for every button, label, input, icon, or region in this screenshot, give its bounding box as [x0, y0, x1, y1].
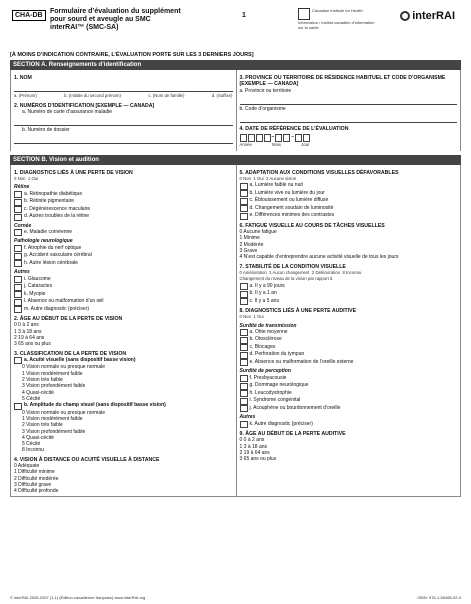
answer-box[interactable]: [14, 191, 22, 198]
checklist-item: a. Otite moyenne: [240, 329, 458, 337]
checklist-item: 2 Vision très faible: [22, 376, 63, 383]
form-title: Formulaire d’évaluation du supplément pour sourd et aveugle au SMC interRAI™ (SMC-SA): [50, 8, 181, 31]
interrai-logo: interRAI: [400, 10, 455, 22]
checklist-item: b. Il y a 1 an: [240, 290, 458, 298]
checklist-item: 4 Quasi-cécité: [22, 434, 54, 441]
answer-box[interactable]: [240, 198, 248, 205]
answer-box[interactable]: [240, 205, 248, 212]
checklist-item: c. Éblouissement ou lumière diffuse: [240, 197, 458, 205]
answer-box[interactable]: [240, 283, 248, 290]
answer-box[interactable]: [240, 298, 248, 305]
checklist-item: c. Il y a 5 ans: [240, 298, 458, 306]
b7-vision-stability: 7. STABILITÉ DE LA CONDITION VISUELLE: [239, 263, 346, 270]
checklist-item: 0 Aucune fatigue: [239, 229, 277, 236]
checklist-item: 2 Vision très faible: [22, 422, 63, 429]
page-footer: © interRAI 2005-2007 (1.1) (Édition canadienne française) www.interRAI.org ISBN: 978-1-55465-02-0: [10, 595, 461, 600]
checklist-item: 2 19 à 64 ans: [14, 334, 45, 341]
answer-box[interactable]: [14, 253, 22, 260]
cihi-icon: [298, 8, 310, 20]
checklist-item: m. Autre diagnostic (préciser): [14, 306, 233, 314]
checklist-item: g. Dommage neurologique: [240, 382, 458, 390]
checklist-item: 5 Cécité: [22, 395, 41, 402]
answer-box[interactable]: [240, 398, 248, 405]
checklist-item: j. Cataractes: [14, 283, 233, 291]
section-a-body: 1. NOM a. (Prénom) b. (Initiale du second prénom) c. (Nom de famille) d. (Suffixe) 2. NUMÉROS D’IDENTIFICATION [EXEMPLE — CANADA] a. Numéro de carte d’assurance maladie b. Numéro de dossier 3. PROVINCE OU TERRITOIRE DE RÉSIDENCE HABITUEL ET CODE D’ORGANISME [EXEMPLE — CANADA] a. Province ou territoire b. Code d’organisme 4. DATE DE RÉFÉRENCE DE L’ÉVALUATION – – Année Mois Jour: [10, 70, 461, 151]
checklist-item: a. Lumière faible ou nuit: [240, 182, 458, 190]
name-field[interactable]: [14, 83, 233, 92]
a2-id-heading: 2. NUMÉROS D’IDENTIFICATION [EXEMPLE — CANADA]: [14, 102, 155, 109]
answer-box[interactable]: [14, 206, 22, 213]
province-field[interactable]: [240, 96, 458, 105]
checklist-item: b. Rétinite pigmentaire: [14, 198, 233, 206]
answer-box[interactable]: [240, 291, 248, 298]
answer-box[interactable]: [240, 352, 248, 359]
checklist-item: l. Absence ou malformation d’un œil: [14, 298, 233, 306]
checklist-item: i. Syndrome congénital: [240, 397, 458, 405]
checklist-item: 3 Grave: [239, 248, 258, 255]
answer-box[interactable]: [240, 329, 248, 336]
answer-box[interactable]: [240, 190, 248, 197]
checklist-item: 0 0 à 2 ans: [239, 437, 265, 444]
page-number: 1: [242, 12, 246, 19]
answer-box[interactable]: [14, 214, 22, 221]
b9-hearing-onset: 9. ÂGE AU DÉBUT DE LA PERTE AUDITIVE: [239, 431, 346, 438]
checklist-item: 1 Minime: [239, 235, 260, 242]
checklist-item: j. Acouphène ou bourdonnement d’oreille: [240, 405, 458, 413]
answer-box[interactable]: [240, 344, 248, 351]
answer-box[interactable]: [240, 383, 248, 390]
a4-date-heading: 4. DATE DE RÉFÉRENCE DE L’ÉVALUATION: [239, 126, 349, 133]
assessment-date-field[interactable]: – –: [240, 134, 458, 142]
checklist-item: 4 Quasi-cécité: [22, 389, 54, 396]
answer-box[interactable]: [240, 375, 248, 382]
answer-box[interactable]: [14, 229, 22, 236]
checklist-item: 5 Cécité: [22, 441, 41, 448]
a3-province-heading: 3. PROVINCE OU TERRITOIRE DE RÉSIDENCE HABITUEL ET CODE D’ORGANISME [EXEMPLE — CANADA]: [239, 75, 446, 88]
answer-box[interactable]: [240, 390, 248, 397]
checklist-item: 1 3 à 18 ans: [14, 328, 42, 335]
checklist-item: b. Lumière vive ou lumière du jour: [240, 190, 458, 198]
section-b-title: SECTION B. Vision et audition: [10, 155, 461, 165]
checklist-item: 0 Adéquate: [14, 463, 40, 469]
checklist-item: d. Perforation du tympan: [240, 351, 458, 359]
assessment-note: [À MOINS D’INDICATION CONTRAIRE, L’ÉVALUATION PORTE SUR LES 3 DERNIERS JOURS]: [10, 52, 254, 58]
b3-vision-classification: 3. CLASSIFICATION DE LA PERTE DE VISION: [14, 350, 127, 357]
checklist-item: i. Glaucome: [14, 276, 233, 284]
checklist-item: 2 19 à 64 ans: [239, 449, 270, 456]
checklist-item: c. Dégénérescence maculaire: [14, 206, 233, 214]
checklist-item: k. Myopie: [14, 291, 233, 299]
checklist-item: 3 Difficulté grave: [14, 481, 52, 488]
checklist-item: 1 Difficulté minime: [14, 469, 55, 476]
checklist-item: 4 N’est capable d’entreprendre aucune activité visuelle de tous les jours: [239, 254, 399, 261]
cihi-logo: Canadian Institute for Health Information / Institut canadien d’information sur la santé: [298, 8, 375, 30]
form-code: CHA-DB: [12, 10, 46, 21]
answer-box[interactable]: [240, 337, 248, 344]
answer-box[interactable]: [14, 299, 22, 306]
answer-box[interactable]: [14, 245, 22, 252]
answer-box[interactable]: [240, 213, 248, 220]
section-b-body: 1. DIAGNOSTICS LIÉS À UNE PERTE DE VISION 0 Non 1 Oui Rétine a. Rétinopathie diabétique b. Rétinite pigmentaire c. Dégénérescence maculaire d. Autres troubles de la rétine Cornée e. Maladie cornéenne Pathologie neurologique f. Atrophie du nerf optique g. Accident vasculaire cérébral h. Autre lésion cérébrale Autres i. Glaucome j. Cataractes k. Myopie l. Absence ou malformation d’un œil m. Autre diagnostic (préciser) 2. ÂGE AU DÉBUT DE LA PERTE DE VISION 0 0 à 2 ans 1 3 à 18 ans 2 19 à 64 ans 3 65 ans ou plus 3. CLASSIFICATION DE LA PERTE DE VISION a. Acuité visuelle (sans dispositif basse vision) 0 Vision normale ou presque normale 1 Vision modérément faible 2 Vision très faible 3 Vision profondément faible 4 Quasi-cécité 5 Cécité b. Amplitude du champ visuel (sans dispositif basse vision) 0 Vision normale ou presque normale 1 Vision modérément faible 2 Vision très faible 3 Vision profondément faible 4 Quasi-cécité 5 Cécité 8 Inconnu 4. VISION À DISTANCE OU ACUITÉ VISUELLE À DISTANCE 0 Adéquate 1 Difficulté minime 2 Difficulté modérée 3 Difficulté grave 4 Difficulté profonde 5. ADAPTATION AUX CONDITIONS VISUELLES DÉFAVORABLES 0 Non 1 Oui 2 Aucune vision a. Lumière faible ou nuit b. Lumière vive ou lumière du jour c. Éblouissement ou lumière diffuse d. Changement soudain de luminosité e. Différences minimes des contrastes 6. FATIGUE VISUELLE AU COURS DE TÂCHES VISUELLES 0 Aucune fatigue 1 Minime 2 Modérée 3 Grave 4 N’est capable d’entreprendre aucune activité visuelle de tous les jours 7. STABILITÉ DE LA CONDITION VISUELLE 0 Amélioration 1 Aucun changement 2 Détérioration 8 Inconnu Changement du niveau de la vision par rapport à a. Il y a 90 jours b. Il y a 1 an c. Il y a 5 ans 8. DIAGNOSTICS LIÉS À UNE PERTE AUDITIVE 0 Non 1 Oui Surdité de transmission a. Otite moyenne b. Otosclérose c. Blocages d. Perforation du tympan e. Absence ou malformation de l’oreille externe Surdité de perception f. Presbyacousie g. Dommage neurologique h. Leucodystrophie i. Syndrome congénital j. Acouphène ou bourdonnement d’oreille Autres k. Autre diagnostic (préciser) 9. ÂGE AU DÉBUT DE LA PERTE AUDITIVE 0 0 à 2 ans 1 3 à 18 ans 2 19 à 64 ans 3 65 ans ou plus: [10, 165, 461, 498]
section-a-title: SECTION A. Renseignements d’identification: [10, 60, 461, 70]
checklist-item: e. Différences minimes des contrastes: [240, 212, 458, 220]
b8-hearing-diagnoses: 8. DIAGNOSTICS LIÉS À UNE PERTE AUDITIVE: [239, 308, 357, 315]
answer-box[interactable]: [14, 284, 22, 291]
checklist-item: e. Absence ou malformation de l’oreille externe: [240, 359, 458, 367]
answer-box[interactable]: [14, 291, 22, 298]
answer-box[interactable]: [14, 260, 22, 267]
b5-adverse-conditions: 5. ADAPTATION AUX CONDITIONS VISUELLES DÉFAVORABLES: [239, 169, 399, 176]
checklist-item: d. Changement soudain de luminosité: [240, 205, 458, 213]
answer-box[interactable]: [240, 359, 248, 366]
answer-box[interactable]: [240, 421, 248, 428]
answer-box[interactable]: [14, 306, 22, 313]
checklist-item: d. Autres troubles de la rétine: [14, 213, 233, 221]
answer-box[interactable]: [240, 183, 248, 190]
b4-distance-vision: 4. VISION À DISTANCE OU ACUITÉ VISUELLE À DISTANCE: [14, 456, 160, 463]
checklist-item: 3 65 ans ou plus: [239, 456, 277, 463]
checklist-item: 0 0 à 2 ans: [14, 322, 39, 329]
org-code-field[interactable]: [240, 114, 458, 123]
checklist-item: 1 Vision modérément faible: [22, 370, 83, 377]
health-card-field[interactable]: [14, 117, 233, 126]
form-header: [10, 8, 461, 50]
checklist-item: 0 Vision normale ou presque normale: [22, 409, 106, 416]
interrai-icon: [400, 11, 410, 21]
checklist-item: g. Accident vasculaire cérébral: [14, 252, 233, 260]
file-number-field[interactable]: [14, 135, 233, 144]
checklist-item: e. Maladie cornéenne: [14, 229, 233, 237]
b2-vision-onset: 2. ÂGE AU DÉBUT DE LA PERTE DE VISION: [14, 316, 123, 323]
checklist-item: 3 Vision profondément faible: [22, 383, 86, 390]
checklist-item: 2 Modérée: [239, 241, 264, 248]
checklist-item: 2 Difficulté modérée: [14, 475, 59, 482]
b1-vision-diagnoses: 1. DIAGNOSTICS LIÉS À UNE PERTE DE VISION: [14, 169, 133, 176]
checklist-item: k. Autre diagnostic (préciser): [240, 421, 458, 429]
answer-box[interactable]: [14, 199, 22, 206]
checklist-item: f. Atrophie du nerf optique: [14, 245, 233, 253]
answer-box[interactable]: [240, 405, 248, 412]
checklist-item: 1 Vision modérément faible: [22, 415, 83, 422]
checklist-item: 1 3 à 18 ans: [239, 443, 268, 450]
checklist-item: c. Blocages: [240, 344, 458, 352]
answer-box[interactable]: [14, 276, 22, 283]
checklist-item: h. Leucodystrophie: [240, 390, 458, 398]
checklist-item: a. Il y a 90 jours: [240, 283, 458, 291]
checklist-item: b. Otosclérose: [240, 336, 458, 344]
a1-name-heading: 1. NOM: [14, 75, 32, 81]
checklist-item: f. Presbyacousie: [240, 375, 458, 383]
checklist-item: 0 Vision normale ou presque normale: [22, 364, 106, 371]
checklist-item: 3 65 ans ou plus: [14, 341, 51, 348]
checklist-item: 3 Vision profondément faible: [22, 428, 86, 435]
checklist-item: 8 Inconnu: [22, 447, 44, 454]
checklist-item: 4 Difficulté profonde: [14, 488, 59, 495]
b6-visual-fatigue: 6. FATIGUE VISUELLE AU COURS DE TÂCHES VISUELLES: [239, 222, 385, 229]
checklist-item: h. Autre lésion cérébrale: [14, 260, 233, 268]
checklist-item: a. Rétinopathie diabétique: [14, 191, 233, 199]
